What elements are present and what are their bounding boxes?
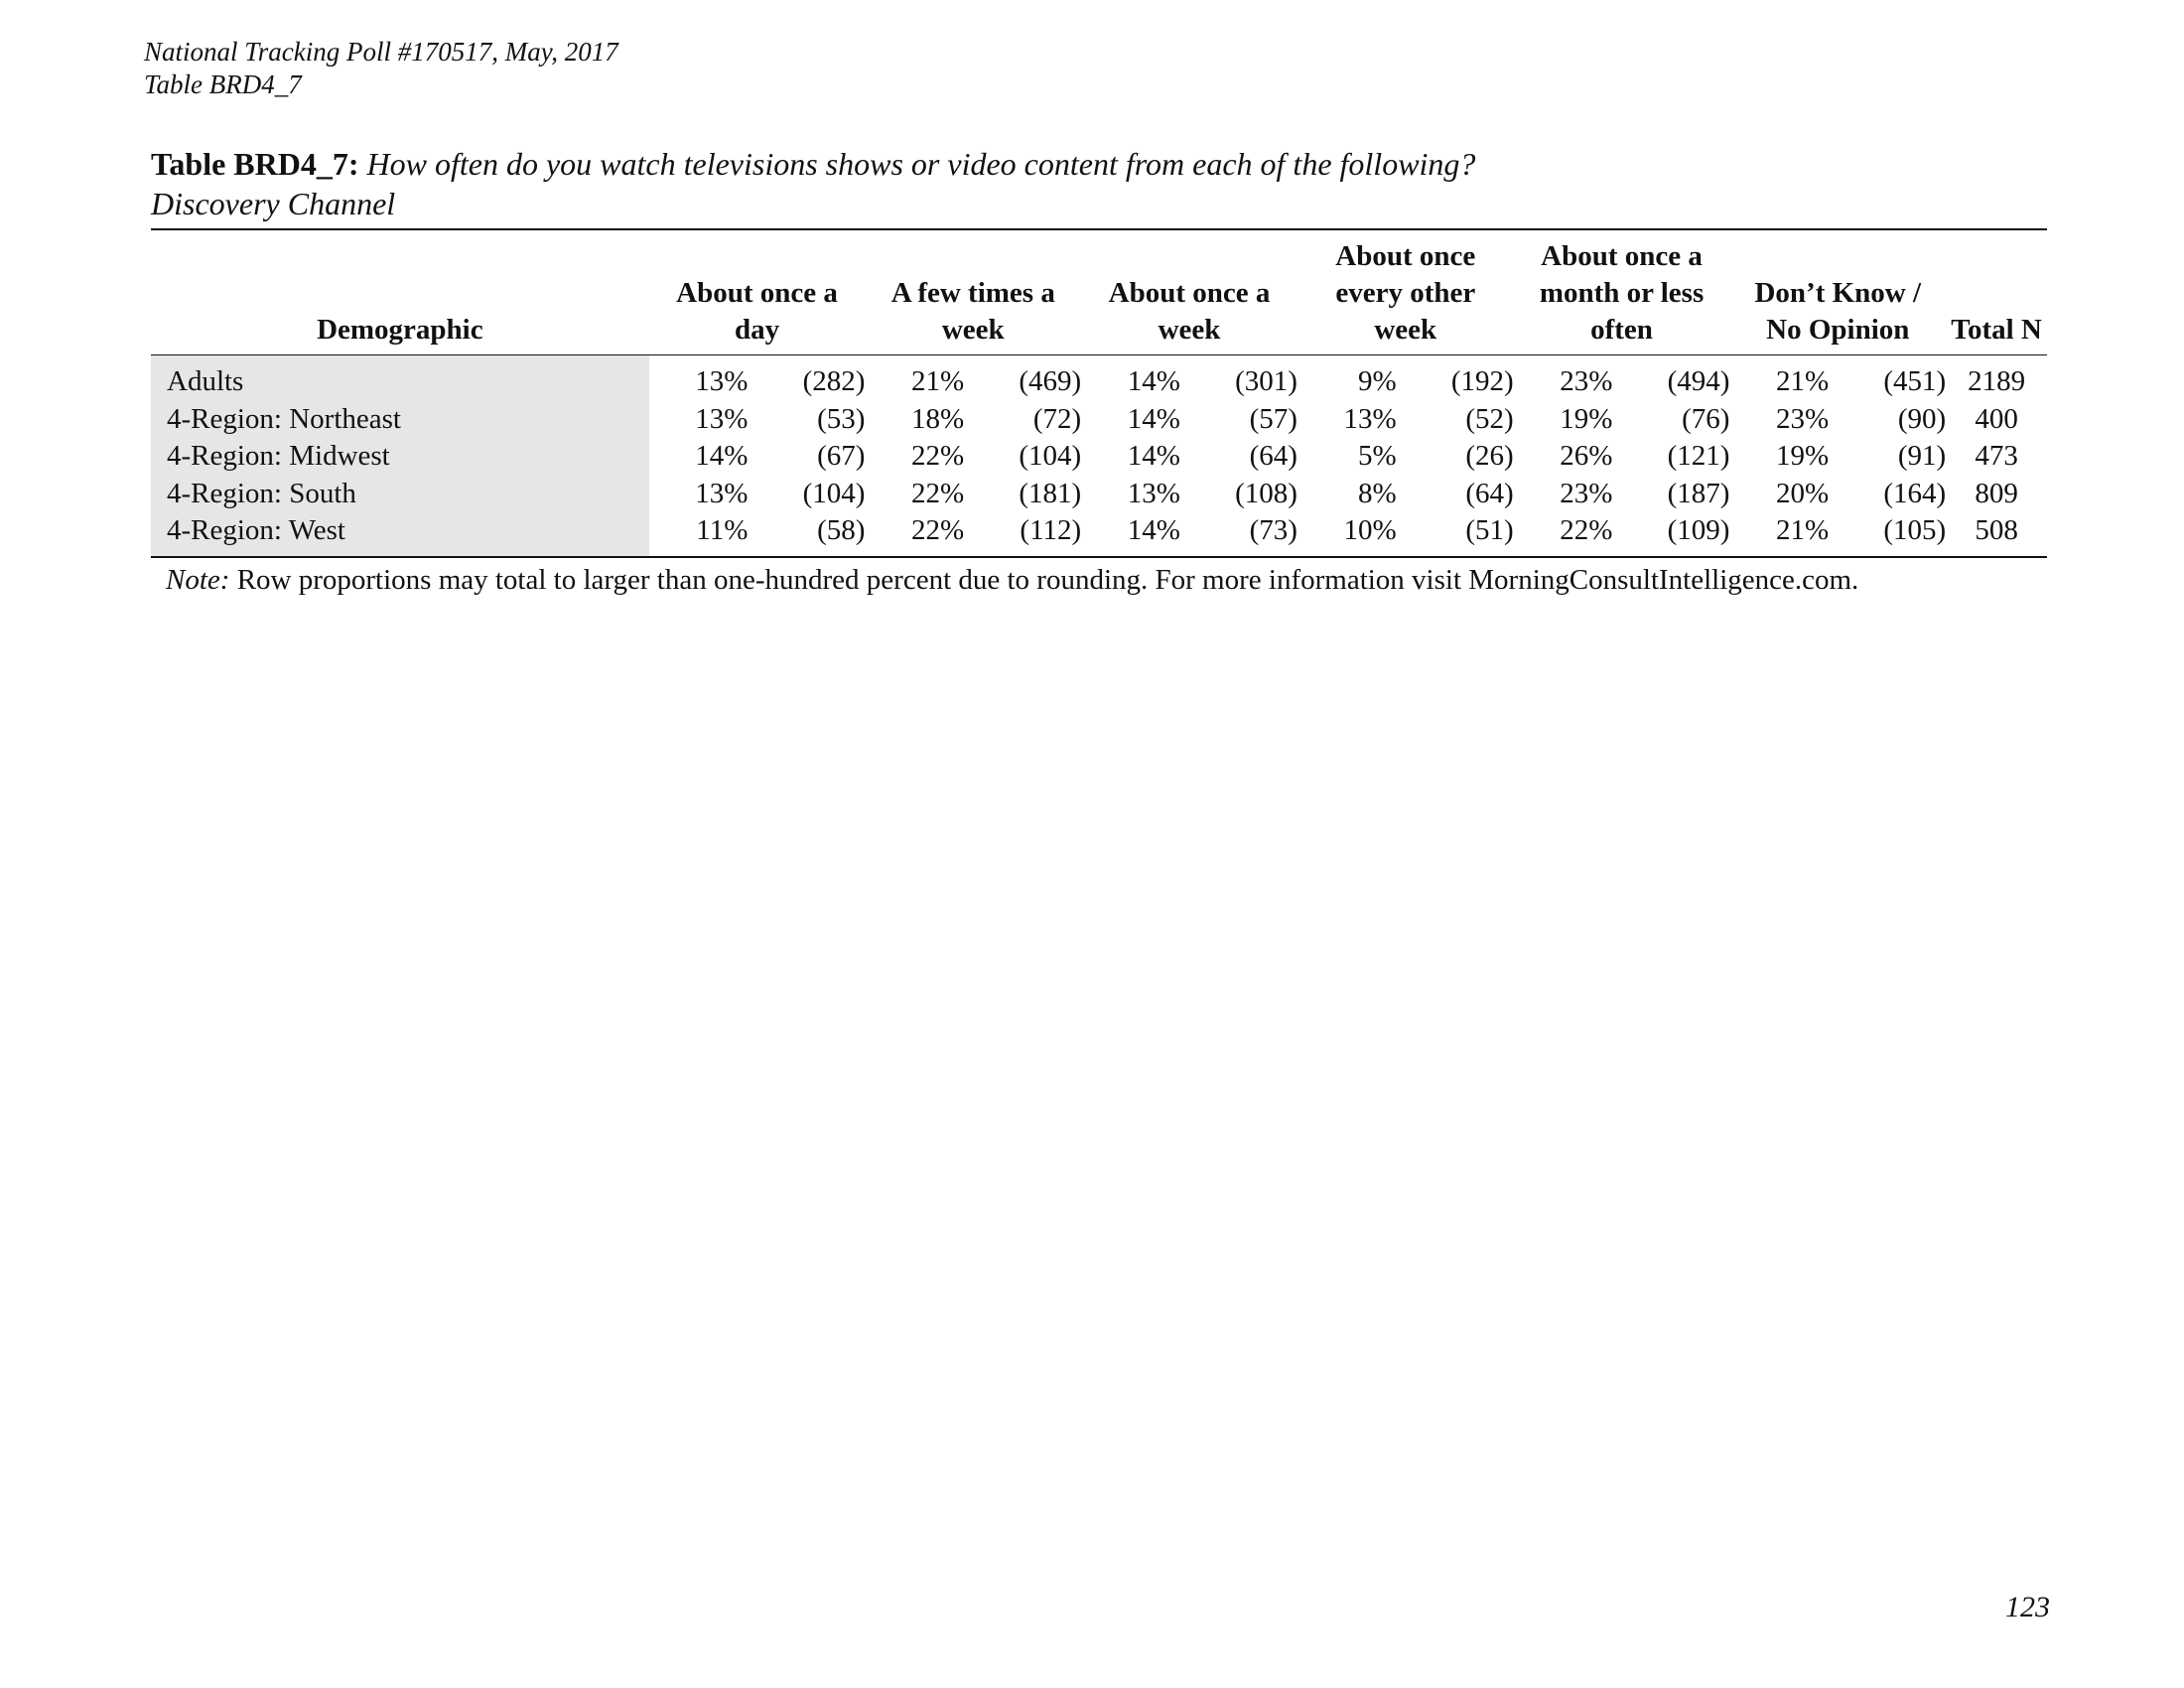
count-cell: (52)	[1465, 402, 1514, 435]
col-header-once-a-week: About once a week	[1081, 229, 1297, 355]
count-cell: (112)	[1020, 514, 1082, 546]
count-cell: (469)	[1019, 365, 1082, 397]
count-cell: (73)	[1249, 514, 1297, 546]
count-cell: (181)	[1019, 477, 1082, 509]
pct-cell: 5%	[1357, 440, 1397, 472]
pct-cell: 11%	[696, 514, 749, 546]
pct-cell: 13%	[1127, 477, 1180, 509]
note-text: Row proportions may total to larger than one-hundred percent due to rounding. For more information visit MorningConsultIntelligence.com.	[236, 564, 1859, 596]
pct-cell: 21%	[910, 365, 965, 397]
count-cell: (51)	[1465, 514, 1514, 546]
count-cell: (104)	[1019, 440, 1082, 472]
pct-cell: 22%	[910, 440, 965, 472]
pct-cell: 22%	[910, 477, 965, 509]
pct-cell: 21%	[1775, 365, 1830, 397]
count-cell: (109)	[1667, 514, 1730, 546]
count-cell: (57)	[1249, 402, 1297, 435]
count-cell: (105)	[1883, 514, 1947, 546]
pct-cell: 13%	[695, 402, 749, 435]
row-label: 4-Region: South	[151, 476, 649, 513]
table-title-label: Table BRD4_7:	[151, 146, 359, 182]
col-header-few-times-week: A few times a week	[865, 229, 1081, 355]
table-row	[151, 476, 2047, 513]
pct-cell: 20%	[1775, 477, 1830, 509]
pct-cell: 23%	[1560, 477, 1613, 509]
pct-cell: 26%	[1560, 440, 1613, 472]
row-label: Adults	[151, 355, 649, 401]
count-cell: (53)	[817, 402, 866, 435]
table-question: How often do you watch televisions shows or video content from each of the following?	[366, 146, 1476, 182]
poll-name: National Tracking Poll #170517, May, 2017	[144, 37, 618, 67]
row-label: 4-Region: West	[151, 512, 649, 557]
pct-cell: 9%	[1357, 365, 1397, 397]
pct-cell: 19%	[1775, 440, 1830, 472]
pct-cell: 14%	[1127, 440, 1180, 472]
count-cell: (91)	[1897, 440, 1947, 472]
pct-cell: 23%	[1775, 402, 1830, 435]
table-note	[166, 562, 1858, 598]
col-header-total-n: Total N	[1946, 229, 2047, 355]
count-cell: (121)	[1667, 440, 1730, 472]
pct-cell: 14%	[1127, 402, 1180, 435]
pct-cell: 23%	[1560, 365, 1613, 397]
table-row	[151, 438, 2047, 476]
total-cell: 508	[1975, 514, 2018, 546]
count-cell: (64)	[1465, 477, 1514, 509]
total-cell: 473	[1975, 440, 2018, 472]
col-header-every-other-week: About once every other week	[1297, 229, 1514, 355]
pct-cell: 13%	[1343, 402, 1397, 435]
count-cell: (90)	[1897, 402, 1947, 435]
table-row	[151, 355, 2047, 401]
table-row	[151, 512, 2047, 557]
count-cell: (72)	[1032, 402, 1082, 435]
pct-cell: 13%	[695, 477, 749, 509]
count-cell: (192)	[1450, 365, 1514, 397]
pct-cell: 10%	[1343, 514, 1397, 546]
total-cell: 2189	[1968, 365, 2026, 397]
pct-cell: 14%	[1127, 514, 1180, 546]
count-cell: (76)	[1682, 402, 1730, 435]
count-cell: (451)	[1883, 365, 1947, 397]
total-cell: 809	[1975, 477, 2018, 509]
count-cell: (67)	[817, 440, 866, 472]
table-subject: Discovery Channel	[151, 186, 396, 221]
count-cell: (164)	[1883, 477, 1947, 509]
count-cell: (282)	[802, 365, 866, 397]
pct-cell: 22%	[1560, 514, 1613, 546]
count-cell: (58)	[817, 514, 866, 546]
count-cell: (301)	[1235, 365, 1297, 397]
running-header	[144, 36, 618, 101]
pct-cell: 13%	[695, 365, 749, 397]
pct-cell: 18%	[910, 402, 965, 435]
count-cell: (108)	[1235, 477, 1297, 509]
results-table	[151, 228, 2047, 558]
row-label: 4-Region: Midwest	[151, 438, 649, 476]
table-id: Table BRD4_7	[144, 70, 302, 99]
count-cell: (494)	[1667, 365, 1730, 397]
col-header-dont-know: Don’t Know / No Opinion	[1729, 229, 1946, 355]
header-row	[151, 229, 2047, 355]
col-header-once-a-month: About once a month or less often	[1514, 229, 1730, 355]
pct-cell: 22%	[910, 514, 965, 546]
pct-cell: 21%	[1775, 514, 1830, 546]
table-row	[151, 401, 2047, 439]
note-label: Note:	[166, 564, 230, 596]
page-number: 123	[2005, 1591, 2050, 1623]
total-cell: 400	[1975, 402, 2018, 435]
count-cell: (104)	[802, 477, 866, 509]
pct-cell: 14%	[1127, 365, 1180, 397]
count-cell: (26)	[1465, 440, 1514, 472]
col-header-demographic: Demographic	[151, 229, 649, 355]
pct-cell: 19%	[1560, 402, 1613, 435]
count-cell: (187)	[1667, 477, 1730, 509]
count-cell: (64)	[1249, 440, 1297, 472]
col-header-once-a-day: About once a day	[649, 229, 866, 355]
table-title	[151, 144, 2047, 223]
pct-cell: 14%	[695, 440, 749, 472]
pct-cell: 8%	[1357, 477, 1397, 509]
row-label: 4-Region: Northeast	[151, 401, 649, 439]
